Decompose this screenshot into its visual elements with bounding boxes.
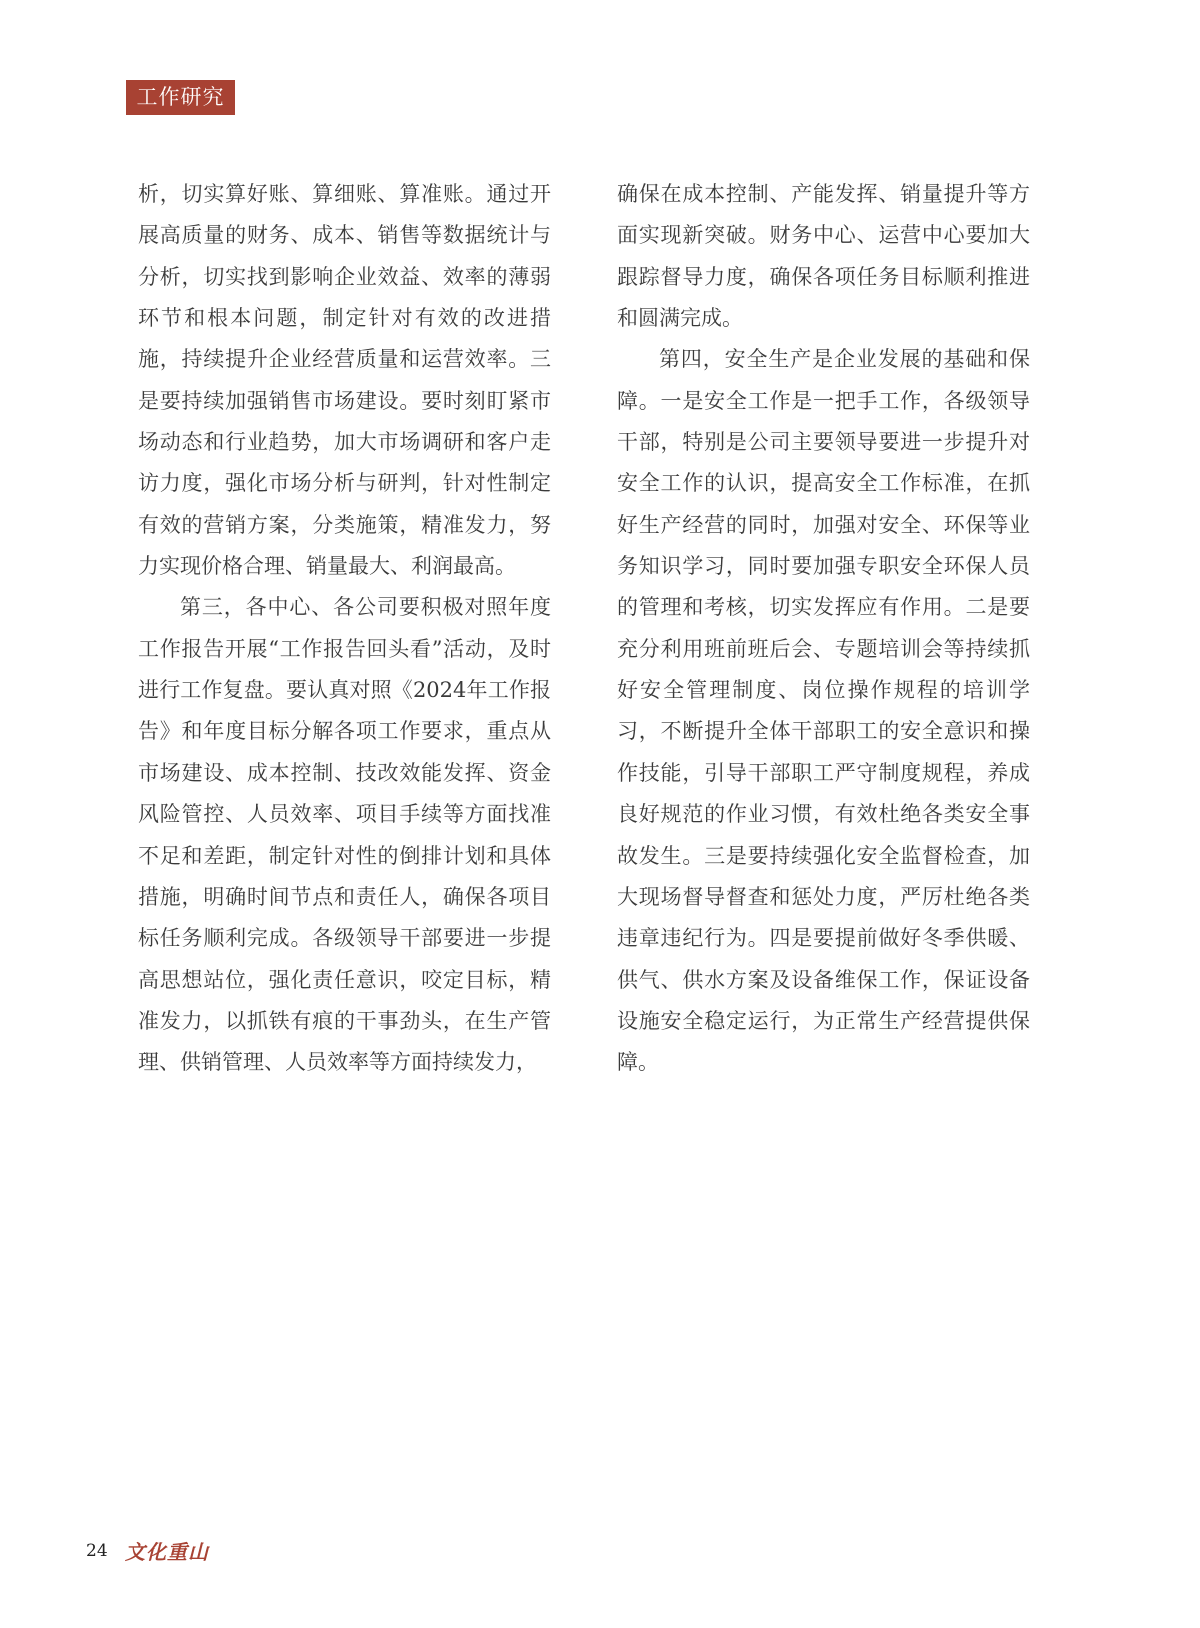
section-label: 工作研究 <box>126 80 235 115</box>
paragraph: 第四，安全生产是企业发展的基础和保障。一是安全工作是一把手工作，各级领导干部，特别是公司主要领导要进一步提升对安全工作的认识，提高安全工作标准，在抓好生产经营的同时，加强对安全、环保等业务知识学习，同时要加强专职安全环保人员的管理和考核，切实发挥应有作用。二是要充分利用班前班后会、专题培训会等持续抓好安全管理制度、岗位操作规程的培训学习，不断提升全体干部职工的安全意识和操作技能，引导干部职工严守制度规程，养成良好规范的作业习惯，有效杜绝各类安全事故发生。三是要持续强化安全监督检查，加大现场督导督查和惩处力度，严厉杜绝各类违章违纪行为。四是要提前做好冬季供暖、供气、供水方案及设备维保工作，保证设备设施安全稳定运行，为正常生产经营提供保障。 <box>617 347 1030 1075</box>
paragraph: 第三，各中心、各公司要积极对照年度工作报告开展“工作报告回头看”活动，及时进行工作复盘。要认真对照《2024年工作报告》和年度目标分解各项工作要求，重点从市场建设、成本控制、技改效能发挥、资金风险管控、人员效率、项目手续等方面找准不足和差距，制定针对性的倒排计划和具体措施，明确时间节点和责任人，确保各项目标任务顺利完成。各级领导干部要进一步提高思想站位，强化责任意识，咬定目标，精准发力，以抓铁有痕的干事劲头，在生产管理、供销管理、人员效率等方面持续发力， <box>138 595 551 1075</box>
article-column-left <box>138 174 551 1084</box>
paragraph: 析，切实算好账、算细账、算准账。通过开展高质量的财务、成本、销售等数据统计与分析，切实找到影响企业效益、效率的薄弱环节和根本问题，制定针对有效的改进措施，持续提升企业经营质量和运营效率。三是要持续加强销售市场建设。要时刻盯紧市场动态和行业趋势，加大市场调研和客户走访力度，强化市场分析与研判，针对性制定有效的营销方案，分类施策，精准发力，努力实现价格合理、销量最大、利润最高。 <box>138 182 551 579</box>
page-number: 24 <box>86 1541 108 1561</box>
article-column-right <box>617 174 1030 1084</box>
magazine-logo: 文化重山 <box>125 1540 209 1564</box>
paragraph: 确保在成本控制、产能发挥、销量提升等方面实现新突破。财务中心、运营中心要加大跟踪督导力度，确保各项任务目标顺利推进和圆满完成。 <box>617 182 1030 331</box>
